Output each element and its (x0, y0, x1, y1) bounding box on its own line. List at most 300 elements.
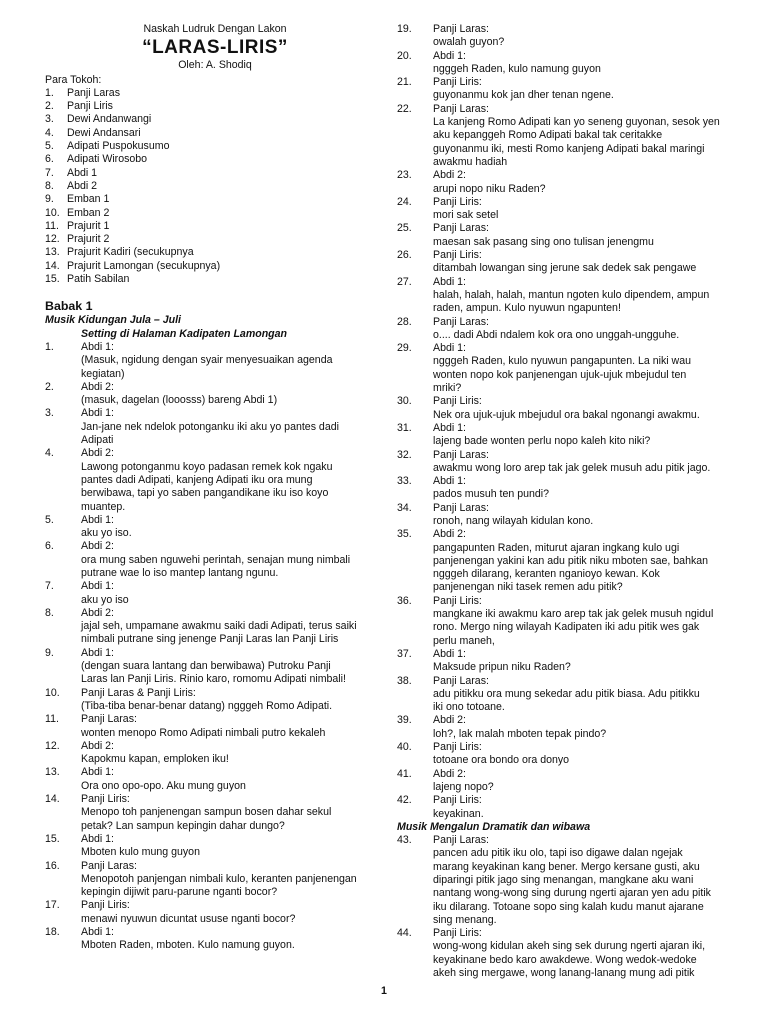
entry-text (81, 580, 385, 607)
entry-number: 12. (45, 739, 60, 752)
speaker-name: Panji Liris: (433, 249, 482, 262)
entry-number: 11. (45, 713, 59, 726)
speaker-name: Panji Laras: (433, 501, 489, 514)
left-column (45, 23, 385, 953)
entry-number: 41. (397, 767, 412, 780)
dialogue-line: muantep. (81, 500, 126, 513)
speaker-name: Panji Liris: (81, 793, 130, 806)
speaker-name: Abdi 2: (81, 739, 114, 752)
dialogue-line: pantes dadi Adipati, kanjeng Adipati iku ora mung (81, 473, 313, 486)
dialogue-line: Jan-jane nek ndelok potonganku iki aku yo pantes dadi (81, 420, 339, 433)
dialogue-line: guyonanmu kok jan dher tenan ngene. (433, 89, 614, 102)
character-number: 3. (45, 113, 54, 126)
dialogue-entry (397, 196, 742, 223)
character-number: 2. (45, 100, 54, 113)
entry-text (433, 834, 742, 927)
speaker-name: Panji Liris: (433, 395, 482, 408)
entry-number: 39. (397, 714, 412, 727)
entry-text (433, 502, 742, 529)
document-title: “LARAS-LIRIS” (142, 37, 288, 59)
character-item (45, 246, 385, 259)
dialogue-line: maesan sak pasang sing ono tulisan jenengmu (433, 235, 654, 248)
right-column (397, 23, 742, 980)
character-list-title: Para Tokoh: (45, 73, 102, 86)
dialogue-entry (45, 514, 385, 541)
entry-number: 40. (397, 741, 412, 754)
speaker-name: Panji Liris: (433, 927, 482, 940)
dialogue-entry (397, 741, 742, 768)
entry-text (433, 23, 742, 50)
entry-text (433, 449, 742, 476)
character-item (45, 260, 385, 273)
entry-text (433, 342, 742, 395)
dialogue-line: ora mung saben nguwehi perintah, senajan mung nimbali (81, 553, 351, 566)
dialogue-entry (397, 675, 742, 715)
entry-text (433, 714, 742, 741)
speaker-name: Panji Liris: (433, 195, 482, 208)
speaker-name: Panji Laras: (433, 834, 489, 847)
speaker-name: Abdi 1: (433, 647, 466, 660)
document-author: Oleh: A. Shodiq (178, 59, 252, 72)
dialogue-line: pangapunten Raden, miturut ajaran ingkang kulo ugi (433, 541, 680, 554)
entry-number: 34. (397, 501, 412, 514)
entry-text (433, 76, 742, 103)
dialogue-line: panjenengan niki tasek remen adu pitik? (433, 581, 623, 594)
dialogue-line: panjenengan yakini kan adu pitik niku mboten sae, bahkan (433, 554, 709, 567)
entry-number: 7. (45, 580, 54, 593)
entry-text (433, 103, 742, 169)
dialogue-entry (45, 860, 385, 900)
dialogue-entry (397, 768, 742, 795)
speaker-name: Panji Laras: (81, 713, 137, 726)
character-number: 10. (45, 206, 60, 219)
entry-text (81, 687, 385, 714)
dialogue-line: ngggeh Raden, kulo namung guyon (433, 62, 601, 75)
character-item (45, 273, 385, 286)
dialogue-entry (45, 647, 385, 687)
entry-number: 4. (45, 447, 54, 460)
entry-text (81, 740, 385, 767)
entry-text (433, 50, 742, 77)
dialogue-entry (45, 407, 385, 447)
dialogue-entry (397, 222, 742, 249)
dialogue-entry (397, 794, 742, 821)
dialogue-line: (Tiba-tiba benar-benar datang) ngggeh Romo Adipati. (81, 699, 333, 712)
entry-number: 19. (397, 23, 412, 35)
entry-number: 17. (45, 899, 60, 912)
entry-number: 16. (45, 859, 60, 872)
speaker-name: Abdi 1: (81, 832, 114, 845)
dialogue-entry (397, 316, 742, 343)
dialogue-line: wong-wong kidulan akeh sing sek durung ngerti ajaran iki, (433, 940, 706, 953)
entry-number: 31. (397, 421, 412, 434)
dialogue-entry (397, 23, 742, 50)
entry-number: 15. (45, 832, 60, 845)
entry-text (433, 222, 742, 249)
speaker-name: Abdi 2: (81, 540, 114, 553)
act-setting: Setting di Halaman Kadipaten Lamongan (81, 327, 288, 340)
character-item (45, 153, 385, 166)
dialogue-entry (45, 899, 385, 926)
entry-number: 25. (397, 222, 412, 235)
dialogue-line: petak? Lan sampun kepingin dahar dungo? (81, 819, 285, 832)
character-number: 15. (45, 273, 60, 286)
speaker-name: Abdi 1: (81, 646, 114, 659)
character-name: Prajurit Kadiri (secukupnya (67, 246, 194, 259)
speaker-name: Panji Liris: (433, 76, 482, 89)
dialogue-entry (397, 834, 742, 927)
speaker-name: Abdi 2: (433, 767, 466, 780)
speaker-name: Abdi 1: (81, 513, 114, 526)
entry-number: 33. (397, 475, 412, 488)
dialogue-entry (397, 276, 742, 316)
character-name: Abdi 1 (67, 166, 98, 179)
character-item (45, 233, 385, 246)
dialogue-line: awakmu hadiah (433, 155, 508, 168)
character-number: 9. (45, 193, 54, 206)
character-number: 6. (45, 153, 54, 166)
dialogue-line: loh?, lak malah mboten tepak pindo? (433, 727, 607, 740)
dialogue-line: rono. Mergo ning wilayah Kadipaten iki adu pitik wes gak (433, 621, 700, 634)
dialogue-line: nimbali putrane sing jenenge Panji Laras lan Panji Liris (81, 633, 339, 646)
speaker-name: Abdi 1: (433, 421, 466, 434)
dialogue-entry (397, 249, 742, 276)
character-number: 14. (45, 259, 60, 272)
speaker-name: Abdi 2: (81, 606, 114, 619)
entry-number: 30. (397, 395, 412, 408)
dialogue-entry (397, 422, 742, 449)
character-item (45, 167, 385, 180)
speaker-name: Panji Liris: (433, 594, 482, 607)
entry-number: 20. (397, 49, 412, 62)
entry-text (433, 196, 742, 223)
dialogue-line: (Masuk, ngidung dengan syair menyesuaikan agenda (81, 354, 333, 367)
dialogue-line: Ora ono opo-opo. Aku mung guyon (81, 779, 246, 792)
dialogue-line: totoane ora bondo ora donyo (433, 754, 570, 767)
dialogue-entry (397, 595, 742, 648)
entry-number: 22. (397, 102, 412, 115)
dialogue-entry (45, 740, 385, 767)
entry-text (81, 793, 385, 833)
entry-number: 14. (45, 793, 60, 806)
entry-number: 36. (397, 594, 412, 607)
speaker-name: Panji Liris: (433, 794, 482, 807)
entry-number: 38. (397, 674, 412, 687)
dialogue-line: (dengan suara lantang dan berwibawa) Putroku Panji (81, 660, 331, 673)
dialogue-line: Lawong potonganmu koyo padasan remek kok ngaku (81, 460, 333, 473)
dialogue-line: Kapokmu kapan, emploken iku! (81, 753, 229, 766)
entry-text (433, 648, 742, 675)
dialogue-entry (397, 528, 742, 594)
dialogue-line: berwibawa, tapi yo saben pangandikane iku iso koyo (81, 487, 329, 500)
speaker-name: Abdi 2: (433, 169, 466, 182)
entry-number: 23. (397, 169, 412, 182)
character-item (45, 113, 385, 126)
dialogue-list-right (397, 23, 742, 980)
dialogue-line: mori sak setel (433, 209, 499, 222)
character-number: 13. (45, 246, 60, 259)
entry-text (81, 766, 385, 793)
dialogue-line: ronoh, nang wilayah kidulan kono. (433, 514, 594, 527)
dialogue-line: owalah guyon? (433, 36, 505, 49)
dialogue-line: Menopotoh panjengan nimbali kulo, keranten panjenengan (81, 872, 357, 885)
character-name: Panji Liris (67, 100, 113, 113)
entry-text (433, 422, 742, 449)
dialogue-line: iki ono totoane. (433, 701, 505, 714)
dialogue-line: halah, halah, halah, mantun ngoten kulo dipendem, ampun (433, 288, 710, 301)
speaker-name: Abdi 1: (433, 342, 466, 355)
dialogue-line: Mboten Raden, mboten. Kulo namung guyon. (81, 939, 295, 952)
dialogue-line: marang keyakinan kang bener. Mergo kersane gusti, aku (433, 860, 700, 873)
entry-text (433, 675, 742, 715)
entry-number: 13. (45, 766, 60, 779)
act-title: Babak 1 (45, 299, 93, 314)
dialogue-line: nantang wong-wong sing durung ngerti ajaran yen adu pitik (433, 887, 711, 900)
entry-text (81, 833, 385, 860)
dialogue-line: adu pitikku ora mung sekedar adu pitik biasa. Adu pitikku (433, 687, 700, 700)
dialogue-line: Maksude pripun niku Raden? (433, 661, 571, 674)
character-name: Abdi 2 (67, 179, 98, 192)
entry-text (433, 595, 742, 648)
character-item (45, 180, 385, 193)
dialogue-entry (45, 607, 385, 647)
entry-text (433, 249, 742, 276)
speaker-name: Panji Laras: (81, 859, 137, 872)
entry-number: 35. (397, 528, 412, 541)
dialogue-entry (45, 580, 385, 607)
entry-text (81, 540, 385, 580)
speaker-name: Abdi 1: (433, 275, 466, 288)
entry-text (81, 514, 385, 541)
entry-number: 28. (397, 315, 412, 328)
entry-number: 27. (397, 275, 412, 288)
character-number: 4. (45, 126, 54, 139)
entry-text (433, 316, 742, 343)
entry-number: 37. (397, 647, 412, 660)
act-music: Musik Kidungan Jula – Juli (45, 314, 181, 327)
speaker-name: Panji Laras & Panji Liris: (81, 686, 196, 699)
character-name: Dewi Andanwangi (67, 113, 152, 126)
character-list (45, 87, 385, 286)
entry-text (433, 528, 742, 594)
entry-text (433, 475, 742, 502)
dialogue-line: ngggeh Raden, kulo nyuwun pangapunten. La niki wau (433, 355, 691, 368)
entry-number: 2. (45, 380, 54, 393)
dialogue-line: wonten nopo kok panjenengan ujuk-ujuk mbejudul ten (433, 368, 687, 381)
speaker-name: Abdi 2: (433, 714, 466, 727)
dialogue-line: wonten menopo Romo Adipati nimbali putro kekaleh (81, 726, 326, 739)
dialogue-entry (45, 447, 385, 513)
entry-number: 32. (397, 448, 412, 461)
character-item (45, 193, 385, 206)
dialogue-line: raden, ampun. Kulo nyuwun ngapunten! (433, 302, 621, 315)
dialogue-entry (397, 342, 742, 395)
speaker-name: Abdi 2: (81, 380, 114, 393)
dialogue-line: guyonanmu iki, mesti Romo kanjeng Adipati bakal maringi (433, 142, 705, 155)
dialogue-entry (397, 475, 742, 502)
character-number: 8. (45, 179, 54, 192)
dialogue-line: Adipati (81, 434, 114, 447)
dialogue-line: jajal seh, umpamane awakmu saiki dadi Adipati, terus saiki (81, 620, 357, 633)
character-item (45, 87, 385, 100)
character-name: Adipati Wirosobo (67, 153, 148, 166)
entry-text (81, 341, 385, 381)
music-cue: Musik Mengalun Dramatik dan wibawa (397, 820, 591, 833)
entry-text (433, 395, 742, 422)
dialogue-line: La kanjeng Romo Adipati kan yo seneng guyonan, sesok yen (433, 116, 720, 129)
character-name: Prajurit 1 (67, 219, 110, 232)
entry-text (81, 899, 385, 926)
entry-number: 26. (397, 249, 412, 262)
dialogue-entry (397, 76, 742, 103)
dialogue-line: keyakinan. (433, 807, 484, 820)
character-name: Prajurit 2 (67, 233, 110, 246)
dialogue-entry (45, 926, 385, 953)
dialogue-line: (masuk, dagelan (looosss) bareng Abdi 1) (81, 394, 278, 407)
entry-number: 6. (45, 540, 54, 553)
character-number: 5. (45, 140, 54, 153)
dialogue-line: diparingi pitik jago sing menangan, mangkane aku wani (433, 874, 694, 886)
dialogue-line: ditambah lowangan sing jerune sak dedek sak pengawe (433, 262, 697, 275)
dialogue-entry (45, 713, 385, 740)
dialogue-line: pancen adu pitik iku olo, tapi iso digawe dalan ngejak (433, 847, 683, 860)
dialogue-line: aku kepanggeh Romo Adipati bakal tak ceritakke (433, 129, 663, 142)
entry-text (433, 169, 742, 196)
dialogue-entry (397, 169, 742, 196)
entry-text (433, 741, 742, 768)
speaker-name: Abdi 1: (81, 766, 114, 779)
dialogue-line: mriki? (433, 382, 462, 395)
speaker-name: Panji Laras: (433, 102, 489, 115)
dialogue-line: Menopo toh panjenengan sampun bosen dahar sekul (81, 806, 332, 819)
character-name: Patih Sabilan (67, 273, 130, 286)
speaker-name: Abdi 2: (433, 528, 466, 541)
dialogue-line: kepingin dijiwit paru-parune nganti bocor? (81, 886, 278, 899)
dialogue-line: perlu maneh, (433, 634, 495, 647)
entry-number: 10. (45, 686, 60, 699)
entry-number: 29. (397, 342, 412, 355)
character-item (45, 220, 385, 233)
entry-text (81, 407, 385, 447)
character-name: Adipati Puspokusumo (67, 140, 170, 153)
character-item (45, 207, 385, 220)
dialogue-entry (397, 103, 742, 169)
dialogue-line: lajeng nopo? (433, 780, 494, 793)
character-item (45, 127, 385, 140)
dialogue-line: Nek ora ujuk-ujuk mbejudul ora bakal ngonangi awakmu. (433, 408, 700, 421)
speaker-name: Panji Liris: (433, 741, 482, 754)
dialogue-line: iku dilarang. Totoane sopo sing kalah kudu manut ajarane (433, 900, 704, 913)
character-item (45, 100, 385, 113)
entry-number: 18. (45, 926, 60, 938)
speaker-name: Panji Laras: (433, 315, 489, 328)
character-name: Emban 2 (67, 206, 110, 219)
entry-text (81, 647, 385, 687)
dialogue-entry (397, 927, 742, 980)
dialogue-line: pados musuh ten pundi? (433, 488, 550, 501)
dialogue-line: aku yo iso. (81, 527, 132, 540)
character-number: 11. (45, 219, 59, 232)
entry-number: 8. (45, 606, 54, 619)
dialogue-line: menawi nyuwun dicuntat ususe nganti bocor? (81, 912, 296, 925)
dialogue-entry (45, 766, 385, 793)
speaker-name: Abdi 1: (433, 475, 466, 488)
page-number: 1 (381, 985, 387, 997)
character-number: 7. (45, 166, 54, 179)
document-subtitle: Naskah Ludruk Dengan Lakon (143, 23, 287, 35)
dialogue-entry (45, 341, 385, 381)
entry-number: 42. (397, 794, 412, 807)
entry-text (433, 768, 742, 795)
speaker-name: Panji Laras: (433, 448, 489, 461)
character-number: 1. (45, 86, 54, 99)
dialogue-entry (397, 714, 742, 741)
character-name: Emban 1 (67, 193, 110, 206)
entry-text (433, 927, 742, 980)
entry-text (433, 276, 742, 316)
speaker-name: Abdi 1: (81, 340, 114, 353)
entry-number: 3. (45, 407, 54, 420)
dialogue-line: awakmu wong loro arep tak jak gelek musuh adu pitik jago. (433, 461, 711, 474)
dialogue-entry (45, 381, 385, 408)
entry-text (81, 447, 385, 513)
entry-text (81, 713, 385, 740)
speaker-name: Abdi 1: (81, 407, 114, 420)
entry-text (81, 926, 385, 953)
dialogue-line: putrane wae lo iso mantep lantang ngunu. (81, 566, 279, 579)
entry-text (81, 860, 385, 900)
character-name: Dewi Andansari (67, 126, 141, 139)
dialogue-entry (397, 50, 742, 77)
speaker-name: Abdi 1: (81, 580, 114, 593)
dialogue-entry (397, 648, 742, 675)
entry-number: 44. (397, 927, 412, 940)
dialogue-entry (397, 449, 742, 476)
entry-text (81, 607, 385, 647)
dialogue-entry (45, 687, 385, 714)
entry-number: 43. (397, 834, 412, 847)
dialogue-line: kegiatan) (81, 367, 125, 380)
dialogue-line: akeh sing mergawe, wong lanang-lanang mung adi pitik (433, 967, 695, 980)
dialogue-line: mangkane iki awakmu karo arep tak jak gelek musuh ngidul (433, 608, 714, 621)
dialogue-line: ngggeh dilarang, keranten nganioyo kewan. Kok (433, 568, 660, 581)
character-item (45, 140, 385, 153)
dialogue-list-left (45, 341, 385, 953)
dialogue-line: Laras lan Panji Liris. Rinio karo, romomu Adipati nimbali! (81, 673, 346, 686)
entry-number: 9. (45, 646, 54, 659)
speaker-name: Abdi 1: (433, 49, 466, 62)
dialogue-entry (397, 502, 742, 529)
dialogue-entry (45, 833, 385, 860)
dialogue-line: o.... dadi Abdi ndalem kok ora ono unggah-ungguhe. (433, 328, 680, 341)
dialogue-line: lajeng bade wonten perlu nopo kaleh kito niki? (433, 435, 651, 448)
speaker-name: Panji Laras: (433, 674, 489, 687)
speaker-name: Abdi 1: (81, 926, 114, 938)
dialogue-entry (45, 540, 385, 580)
entry-number: 24. (397, 195, 412, 208)
dialogue-line: keyakinane bedo karo awakdewe. Wong wedok-wedoke (433, 953, 697, 966)
character-number: 12. (45, 233, 60, 246)
entry-text (81, 381, 385, 408)
speaker-name: Panji Laras: (433, 23, 489, 35)
dialogue-entry (397, 395, 742, 422)
dialogue-line: sing menang. (433, 913, 497, 926)
entry-number: 1. (45, 340, 54, 353)
entry-number: 5. (45, 513, 54, 526)
speaker-name: Panji Liris: (81, 899, 130, 912)
dialogue-entry (45, 793, 385, 833)
character-name: Panji Laras (67, 86, 120, 99)
